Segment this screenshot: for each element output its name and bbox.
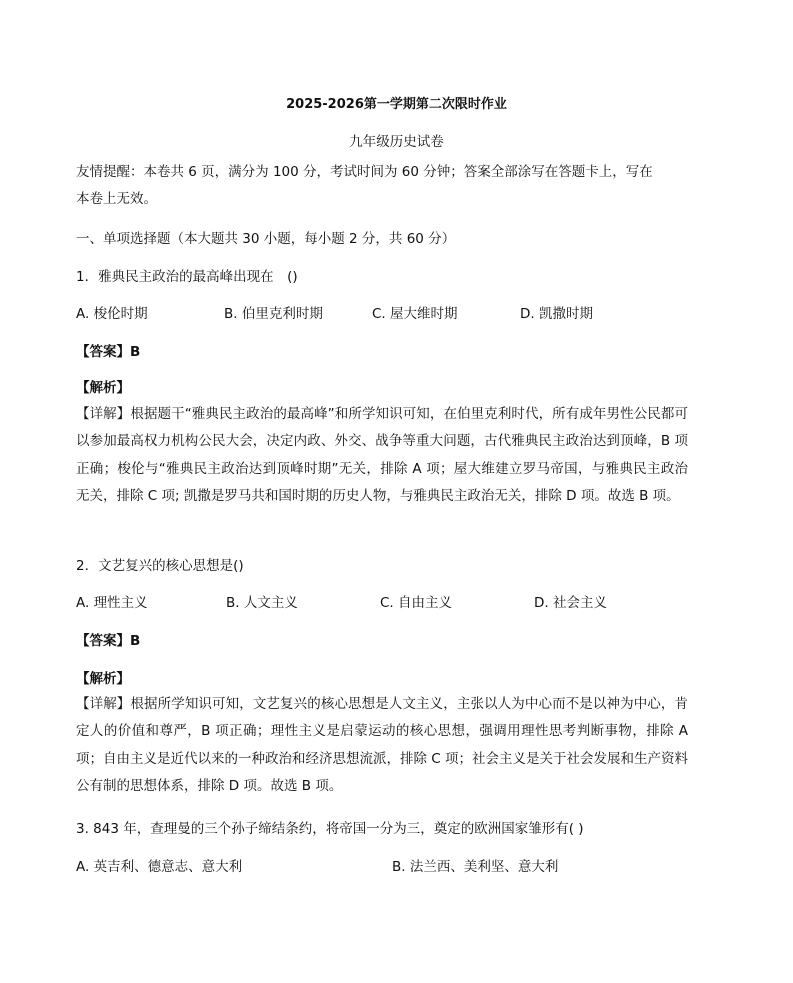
- question-2-option-a: A. 理性主义: [76, 595, 148, 611]
- notice-line-1: 友情提醒：本卷共 6 页，满分为 100 分，考试时间为 60 分钟；答案全部涂写在答题卡上，写在: [76, 164, 653, 180]
- question-1-option-a: A. 梭伦时期: [76, 306, 148, 322]
- question-2-option-d: D. 社会主义: [534, 595, 607, 611]
- question-1-analysis-label: 【解析】: [76, 380, 130, 396]
- question-3-stem: 3. 843 年，查理曼的三个孙子缔结条约，将帝国一分为三，奠定的欧洲国家雏形有( ): [76, 821, 584, 837]
- question-1-answer: 【答案】B: [76, 344, 141, 360]
- question-2-detail: 【详解】根据所学知识可知，文艺复兴的核心思想是人文主义，主张以人为中心而不是以神为中心，肯定人的价值和尊严，B 项正确；理性主义是启蒙运动的核心思想，强调用理性思考判断事物，排除 A 项；自由主义是近代以来的一种政治和经济思想流派，排除 C 项；社会主义是关于社会发展和生产资料公有制的思想体系，排除 D 项。故选 B 项。: [76, 696, 689, 795]
- exam-title: 2025-2026第一学期第二次限时作业: [286, 97, 507, 112]
- question-3-option-b: B. 法兰西、美利坚、意大利: [392, 859, 559, 875]
- question-1-stem: 1．雅典民主政治的最高峰出现在 (): [76, 269, 298, 285]
- question-1-option-d: D. 凯撒时期: [520, 306, 593, 322]
- question-2-stem: 2．文艺复兴的核心思想是(): [76, 558, 244, 574]
- question-1-detail: 【详解】根据题干“雅典民主政治的最高峰”和所学知识可知，在伯里克利时代，所有成年男性公民都可以参加最高权力机构公民大会，决定内政、外交、战争等重大问题，古代雅典民主政治达到顶峰，B 项正确；梭伦与“雅典民主政治达到顶峰时期”无关，排除 A 项；屋大维建立罗马帝国，与雅典民主政治无关，排除 C 项; 凯撒是罗马共和国时期的历史人物，与雅典民主政治无关，排除 D 项。故选 B 项。: [76, 406, 688, 505]
- exam-subtitle: 九年级历史试卷: [349, 134, 444, 150]
- question-2-option-c: C. 自由主义: [380, 595, 453, 611]
- question-2-analysis-label: 【解析】: [76, 671, 130, 687]
- notice-line-2: 本卷上无效。: [76, 191, 157, 207]
- question-2-answer: 【答案】B: [76, 633, 141, 649]
- question-1-option-b: B. 伯里克利时期: [224, 306, 323, 322]
- section-heading: 一、单项选择题（本大题共 30 小题，每小题 2 分，共 60 分）: [76, 231, 456, 247]
- question-3-option-a: A. 英吉利、德意志、意大利: [76, 859, 243, 875]
- question-2-option-b: B. 人文主义: [226, 595, 298, 611]
- question-1-option-c: C. 屋大维时期: [372, 306, 458, 322]
